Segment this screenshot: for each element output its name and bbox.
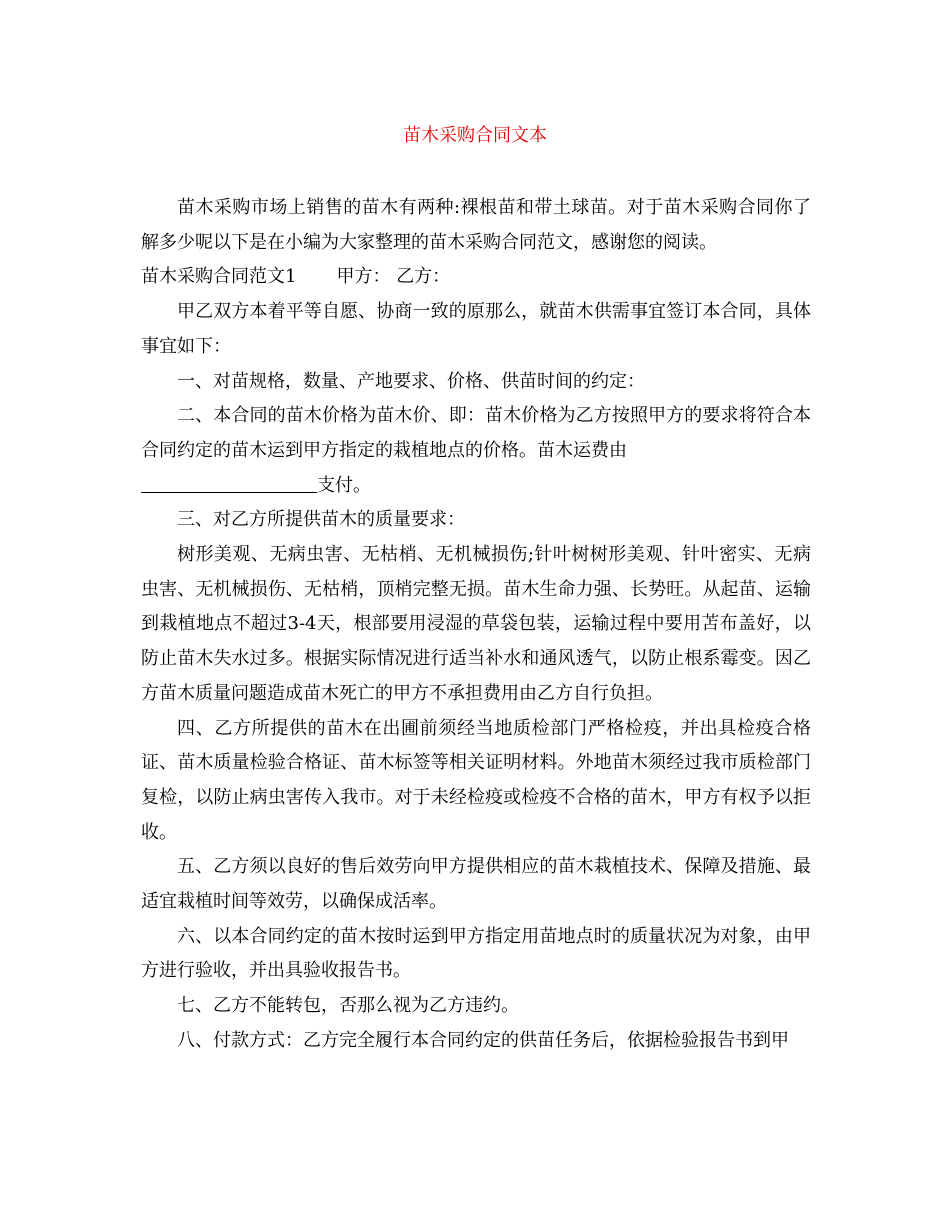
document-title: 苗木采购合同文本 <box>403 125 547 146</box>
clause-3-detail: 树形美观、无病虫害、无枯梢、无机械损伤;针叶树树形美观、针叶密实、无病虫害、无机械损伤、无枯梢，顶梢完整无损。苗木生命力强、长势旺。从起苗、运输到栽植地点不超过3-4天，根部要用浸湿的草袋包装，运输过程中要用苫布盖好，以防止苗木失水过多。根据实际情况进行适当补水和通风透气，以防止根系霉变。因乙方苗木质量问题造成苗木死亡的甲方不承担费用由乙方自行负担。 <box>141 544 811 704</box>
party-a-label: 甲方： <box>336 266 391 288</box>
clause-8: 八、付款方式：乙方完全履行本合同约定的供苗任务后，依据检验报告书到甲 <box>177 1029 789 1051</box>
clause-5: 五、乙方须以良好的售后效劳向甲方提供相应的苗木栽植技术、保障及措施、最适宜栽植时间等效劳，以确保成活率。 <box>141 856 811 913</box>
example-heading-line <box>141 260 811 295</box>
clause-1: 一、对苗规格，数量、产地要求、价格、供苗时间的约定： <box>177 370 645 392</box>
clause-7: 七、乙方不能转包，否那么视为乙方违约。 <box>177 995 519 1017</box>
clause-3: 三、对乙方所提供苗木的质量要求： <box>177 509 465 531</box>
clause-2 <box>141 399 811 503</box>
document-body <box>141 191 811 1059</box>
clause-4: 四、乙方所提供的苗木在出圃前须经当地质检部门严格检疫，并出具检疫合格证、苗木质量检验合格证、苗木标签等相关证明材料。外地苗木须经过我市质检部门复检，以防止病虫害传入我市。对于未经检疫或检疫不合格的苗木，甲方有权予以拒收。 <box>141 717 811 843</box>
clause-6: 六、以本合同约定的苗木按时运到甲方指定用苗地点时的质量状况为对象，由甲方进行验收，并出具验收报告书。 <box>141 925 811 982</box>
intro-paragraph: 苗木采购市场上销售的苗木有两种:裸根苗和带土球苗。对于苗木采购合同你了解多少呢以下是在小编为大家整理的苗木采购合同范文，感谢您的阅读。 <box>141 197 811 253</box>
example-heading: 苗木采购合同范文1 <box>141 266 297 288</box>
clause-2-text: 二、本合同的苗木价格为苗木价、即：苗木价格为乙方按照甲方的要求将符合本合同约定的苗木运到甲方指定的栽植地点的价格。苗木运费由 <box>141 405 811 461</box>
freight-payer-blank <box>141 472 317 493</box>
clause-2-tail: 支付。 <box>317 474 371 496</box>
preamble-paragraph: 甲乙双方本着平等自愿、协商一致的原那么，就苗木供需事宜签订本合同，具体事宜如下： <box>141 301 811 357</box>
party-b-label: 乙方： <box>396 266 451 288</box>
